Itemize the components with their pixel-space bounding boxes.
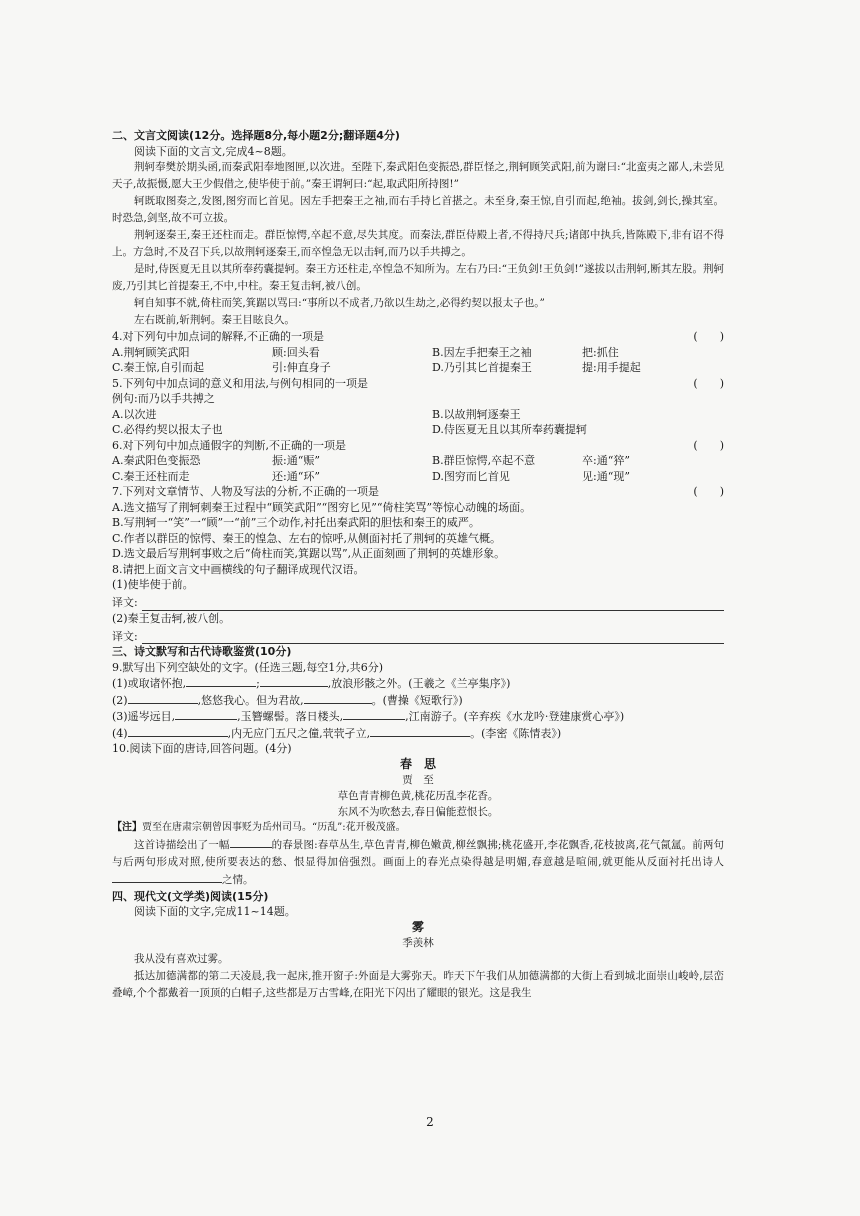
blank[interactable] xyxy=(343,708,405,720)
passage-paragraph: 轲既取图奏之,发图,图穷而匕首见。因左手把秦王之袖,而右手持匕首揕之。未至身,秦王惊,自引而起,绝袖。拔剑,剑长,操其室。时恐急,剑坚,故不可立拔。 xyxy=(112,195,724,224)
translation-answer-line-1[interactable] xyxy=(112,593,724,611)
option-c-gloss: 还:通“环” xyxy=(272,469,320,483)
option-b[interactable]: B.以故荆轲逐秦王 xyxy=(432,407,521,421)
option-a[interactable]: A.选文描写了荆轲刺秦王过程中“顾笑武阳”“图穷匕见”“倚柱笑骂”等惊心动魄的场面。 xyxy=(112,500,532,514)
option-c[interactable]: C.秦王惊,自引而起 xyxy=(112,361,205,374)
essay-author: 季羡林 xyxy=(402,937,434,949)
example-sentence: 例句:而乃以手共搏之 xyxy=(112,392,215,405)
poet-name: 贾 至 xyxy=(402,774,434,786)
section-2-heading: 二、文言文阅读(12分。选择题8分,每小题2分;翻译题4分) xyxy=(112,129,400,142)
dictation-text: (3)遥岑远目, xyxy=(112,710,176,723)
option-b[interactable]: B.因左手把秦王之袖 xyxy=(432,345,532,359)
blank[interactable] xyxy=(304,692,372,704)
section-4-heading: 四、现代文(文学类)阅读(15分) xyxy=(112,889,269,903)
translation-answer-line-2[interactable] xyxy=(112,626,724,644)
question-stem: 5.下列句中加点词的意义和用法,与例句相同的一项是 xyxy=(112,376,368,390)
dictation-item-3 xyxy=(112,708,724,725)
section-2-instruction: 阅读下面的文言文,完成4~8题。 xyxy=(134,144,293,158)
question-5 xyxy=(112,376,724,392)
blank[interactable] xyxy=(186,675,256,687)
option-a[interactable]: A.荆轲顾笑武阳 xyxy=(112,345,190,359)
blank[interactable] xyxy=(128,692,198,704)
poem-line: 草色青青柳色黄,桃花历乱李花香。 xyxy=(337,790,499,802)
blank[interactable] xyxy=(175,708,237,720)
option-c-gloss: 引:伸直身子 xyxy=(272,361,331,374)
question-7 xyxy=(112,484,724,500)
poem-note xyxy=(112,820,724,836)
blank[interactable] xyxy=(230,836,272,848)
page-content xyxy=(112,128,724,1002)
analysis-text: 之情。 xyxy=(222,873,254,886)
dictation-item-4 xyxy=(112,725,724,742)
essay-paragraph: 抵达加德满都的第二天凌晨,我一起床,推开窗子:外面是大雾弥天。昨天下午我们从加德满都的大街上看到城北面崇山峻岭,层峦叠嶂,个个都戴着一顶顶的白帽子,这些都是万古雪峰,在阳光下闪出了耀眼的银光。这是我生 xyxy=(112,970,724,999)
analysis-text: 的春景图:春草丛生,草色青青,柳色嫩黄,柳丝飘拂;桃花盛开,李花飘香,花枝披离,花气氤氲。前两句与后两句形成对照,使所要表达的愁、恨显得加倍强烈。画面上的春光点染得越是明媚,春意越是喧闹,就更能从反面衬托出诗人 xyxy=(112,838,724,868)
option-d[interactable]: D.图穷而匕首见 xyxy=(432,469,510,483)
answer-label: 译文: xyxy=(112,596,138,609)
poem-analysis xyxy=(112,836,724,889)
dictation-text: 。(李密《陈情表》) xyxy=(470,726,562,740)
analysis-text: 这首诗描绘出了一幅 xyxy=(134,838,230,851)
option-b-gloss: 把:抓住 xyxy=(582,345,619,359)
answer-paren[interactable]: ( ) xyxy=(693,330,724,343)
note-text: 贾至在唐肃宗朝曾因事贬为岳州司马。“历乱”:花开极茂盛。 xyxy=(142,822,406,833)
option-b-gloss: 卒:通“猝” xyxy=(582,454,630,467)
blank[interactable] xyxy=(112,871,222,883)
question-10: 10.阅读下面的唐诗,回答问题。(4分) xyxy=(112,742,292,755)
passage-paragraph: 荆轲奉樊於期头函,而秦武阳奉地图匣,以次进。至陛下,秦武阳色变振恐,群臣怪之,荆轲顾笑武阳,前为谢曰:“北蛮夷之鄙人,未尝见天子,故振慑,愿大王少假借之,使毕使于前。”秦王谓轲曰:“起,取武阳所持图!” xyxy=(112,161,724,190)
answer-line[interactable] xyxy=(142,598,724,611)
question-6 xyxy=(112,438,724,454)
dictation-text: 。(曹操《短歌行》) xyxy=(371,693,463,707)
question-stem: 4.对下列句中加点词的解释,不正确的一项是 xyxy=(112,330,324,343)
blank[interactable] xyxy=(128,725,228,737)
answer-line[interactable] xyxy=(142,631,724,644)
option-c[interactable]: C.作者以群臣的惊愕、秦王的惶急、左右的惊呼,从侧面衬托了荆轲的英雄气概。 xyxy=(112,531,502,545)
dictation-text: ,内无应门五尺之僮,茕茕孑立, xyxy=(227,726,371,740)
option-d[interactable]: D.选文最后写荆轲事败之后“倚柱而笑,箕踞以骂”,从正面刻画了荆轲的英雄形象。 xyxy=(112,547,506,560)
option-b[interactable]: B.写荆轲一“笑”一“顾”一“前”三个动作,衬托出秦武阳的胆怯和秦王的威严。 xyxy=(112,516,480,529)
question-6-options xyxy=(112,453,724,484)
dictation-item-2 xyxy=(112,692,724,709)
question-stem: 6.对下列句中加点通假字的判断,不正确的一项是 xyxy=(112,438,346,452)
question-4 xyxy=(112,329,724,345)
answer-paren[interactable]: ( ) xyxy=(693,485,724,498)
answer-paren[interactable]: ( ) xyxy=(693,376,724,390)
answer-paren[interactable]: ( ) xyxy=(693,438,724,452)
option-a[interactable]: A.秦武阳色变振恐 xyxy=(112,454,201,467)
essay-title: 雾 xyxy=(411,919,424,934)
passage-paragraph: 是时,侍医夏无且以其所奉药囊提轲。秦王方还柱走,卒惶急不知所为。左右乃曰:“王负剑!王负剑!”遂拔以击荆轲,断其左股。荆轲废,乃引其匕首提秦王,不中,中柱。秦王复击轲,被八创。 xyxy=(112,263,724,292)
poem-line: 东风不为吹愁去,春日偏能惹恨长。 xyxy=(337,806,499,818)
option-a[interactable]: A.以次进 xyxy=(112,407,157,421)
page-number: 2 xyxy=(426,1115,434,1129)
section-4-instruction: 阅读下面的文字,完成11~14题。 xyxy=(134,905,296,918)
dictation-text: (1)或取诸怀抱, xyxy=(112,677,187,690)
option-d[interactable]: D.乃引其匕首提秦王 xyxy=(432,361,532,374)
option-d-gloss: 提:用手提起 xyxy=(582,361,641,374)
option-c[interactable]: C.秦王还柱而走 xyxy=(112,469,190,483)
blank[interactable] xyxy=(260,675,328,687)
option-d-gloss: 见:通“现” xyxy=(582,469,630,483)
passage-paragraph: 轲自知事不就,倚柱而笑,箕踞以骂曰:“事所以不成者,乃欲以生劫之,必得约契以报太子也。” xyxy=(134,297,545,309)
dictation-text: ,悠悠我心。但为君故, xyxy=(197,693,304,707)
translation-item-2: (2)秦王复击轲,被八创。 xyxy=(112,611,231,625)
section-3-heading: 三、诗文默写和古代诗歌鉴赏(10分) xyxy=(112,645,292,658)
dictation-text: ,江南游子。(辛弃疾《水龙吟·登建康赏心亭》) xyxy=(405,710,625,723)
dictation-text: ; xyxy=(256,677,260,690)
option-d[interactable]: D.侍医夏无且以其所奉药囊提轲 xyxy=(432,423,587,436)
passage-paragraph: 左右既前,斩荆轲。秦王目眩良久。 xyxy=(134,314,295,326)
option-c[interactable]: C.必得约契以报太子也 xyxy=(112,423,223,436)
question-9: 9.默写出下列空缺处的文字。(任选三题,每空1分,共6分) xyxy=(112,660,384,674)
dictation-item-1 xyxy=(112,675,724,692)
option-a-gloss: 振:通“赈” xyxy=(272,454,320,467)
translation-item-1: (1)使毕使于前。 xyxy=(112,578,194,591)
essay-paragraph: 我从没有喜欢过雾。 xyxy=(134,953,229,965)
question-5-options xyxy=(112,407,724,438)
option-a-gloss: 顾:回头看 xyxy=(272,345,320,359)
question-stem: 7.下列对文章情节、人物及写法的分析,不正确的一项是 xyxy=(112,485,379,498)
blank[interactable] xyxy=(370,725,470,737)
dictation-text: (4) xyxy=(112,726,128,740)
question-8: 8.请把上面文言文中画横线的句子翻译成现代汉语。 xyxy=(112,562,365,576)
dictation-text: ,玉簪螺髻。落日楼头, xyxy=(237,710,344,723)
option-b[interactable]: B.群臣惊愕,卒起不意 xyxy=(432,454,536,467)
answer-label: 译文: xyxy=(112,629,138,643)
question-4-options xyxy=(112,345,724,376)
dictation-text: (2) xyxy=(112,693,128,707)
passage-paragraph: 荆轲逐秦王,秦王还柱而走。群臣惊愕,卒起不意,尽失其度。而秦法,群臣侍殿上者,不得持尺兵;诸郎中执兵,皆陈殿下,非有诏不得上。方急时,不及召下兵,以故荆轲逐秦王,而卒惶急无以击轲,而乃以手共搏之。 xyxy=(112,229,724,258)
poem-title: 春 思 xyxy=(399,756,436,771)
note-label: 【注】 xyxy=(112,822,142,833)
dictation-text: ,放浪形骸之外。(王羲之《兰亭集序》) xyxy=(327,677,511,690)
